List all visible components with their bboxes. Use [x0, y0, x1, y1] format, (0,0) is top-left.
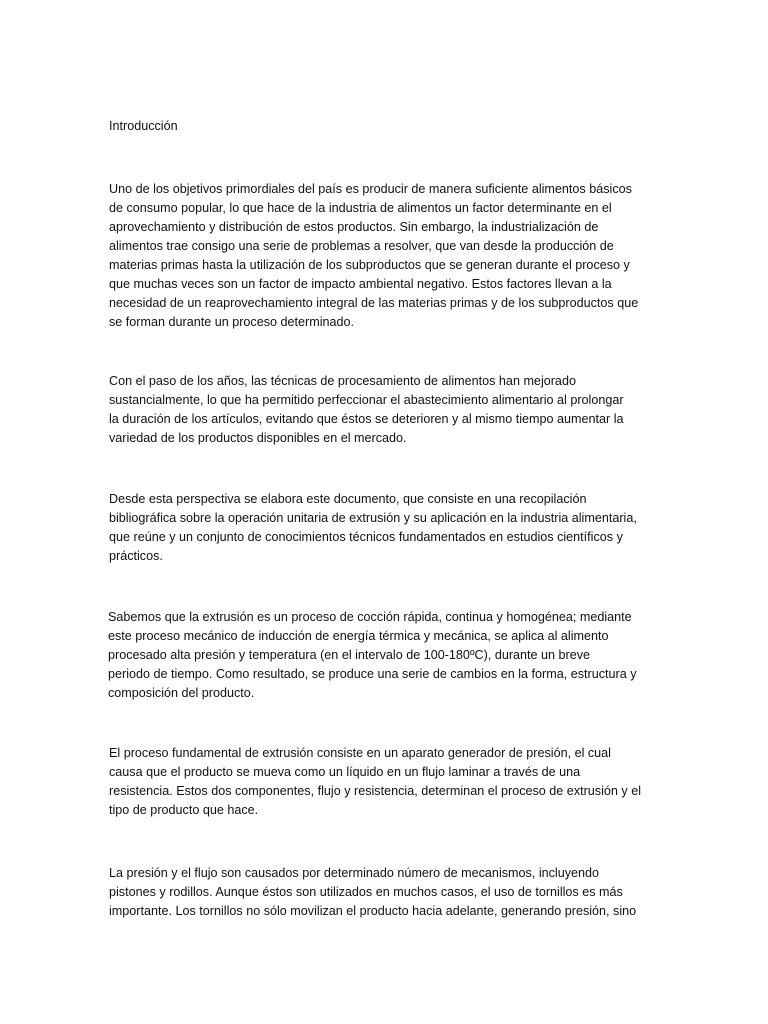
paragraph-line: sustancialmente, lo que ha permitido perfeccionar el abastecimiento alimentario al prolongar [109, 393, 624, 407]
paragraph-line: de consumo popular, lo que hace de la industria de alimentos un factor determinante en el [109, 201, 612, 215]
paragraph-line: materias primas hasta la utilización de los subproductos que se generan durante el proceso y [109, 258, 630, 272]
paragraph-line: pistones y rodillos. Aunque éstos son utilizados en muchos casos, el uso de tornillos es más [109, 885, 623, 899]
paragraph-line: alimentos trae consigo una serie de problemas a resolver, que van desde la producción de [109, 239, 614, 253]
paragraph-line: Sabemos que la extrusión es un proceso de cocción rápida, continua y homogénea; mediante [108, 610, 632, 624]
paragraph-line: que muchas veces son un factor de impacto ambiental negativo. Estos factores llevan a la [109, 277, 612, 291]
paragraph-line: resistencia. Estos dos componentes, flujo y resistencia, determinan el proceso de extrusión y el [109, 784, 642, 798]
paragraph-line: procesado alta presión y temperatura (en el intervalo de 100-180ºC), durante un breve [108, 648, 591, 662]
paragraph-line: composición del producto. [108, 686, 255, 700]
document-heading: Introducción [109, 119, 178, 133]
paragraph-line: causa que el producto se mueva como un líquido en un flujo laminar a través de una [109, 765, 581, 779]
paragraph-line: necesidad de un reaprovechamiento integral de las materias primas y de los subproductos que [109, 296, 639, 310]
paragraph-1 [109, 180, 638, 332]
paragraph-line: importante. Los tornillos no sólo movilizan el producto hacia adelante, generando presión, sino [109, 904, 637, 918]
paragraph-6 [109, 864, 636, 921]
paragraph-line: bibliográfica sobre la operación unitaria de extrusión y su aplicación en la industria alimentaria, [109, 511, 637, 525]
paragraph-line: prácticos. [109, 549, 163, 563]
paragraph-5 [109, 744, 641, 820]
paragraph-line: Desde esta perspectiva se elabora este documento, que consiste en una recopilación [109, 492, 587, 506]
paragraph-line: se forman durante un proceso determinado. [109, 315, 355, 329]
paragraph-line: periodo de tiempo. Como resultado, se produce una serie de cambios en la forma, estructura y [108, 667, 637, 681]
paragraph-4 [108, 608, 637, 703]
paragraph-line: la duración de los artículos, evitando que éstos se deterioren y al mismo tiempo aumentar la [109, 412, 624, 426]
paragraph-line: La presión y el flujo son causados por determinado número de mecanismos, incluyendo [109, 866, 600, 880]
paragraph-3 [109, 490, 637, 566]
paragraph-line: variedad de los productos disponibles en el mercado. [109, 431, 407, 445]
paragraph-line: tipo de producto que hace. [109, 803, 259, 817]
paragraph-line: que reúne y un conjunto de conocimientos técnicos fundamentados en estudios científicos y [109, 530, 623, 544]
paragraph-line: El proceso fundamental de extrusión consiste en un aparato generador de presión, el cual [109, 746, 611, 760]
paragraph-line: Uno de los objetivos primordiales del país es producir de manera suficiente alimentos básicos [109, 182, 632, 196]
paragraph-line: este proceso mecánico de inducción de energía térmica y mecánica, se aplica al alimento [108, 629, 609, 643]
paragraph-line: aprovechamiento y distribución de estos productos. Sin embargo, la industrialización de [109, 220, 599, 234]
paragraph-2 [109, 372, 624, 448]
paragraph-line: Con el paso de los años, las técnicas de procesamiento de alimentos han mejorado [109, 374, 576, 388]
